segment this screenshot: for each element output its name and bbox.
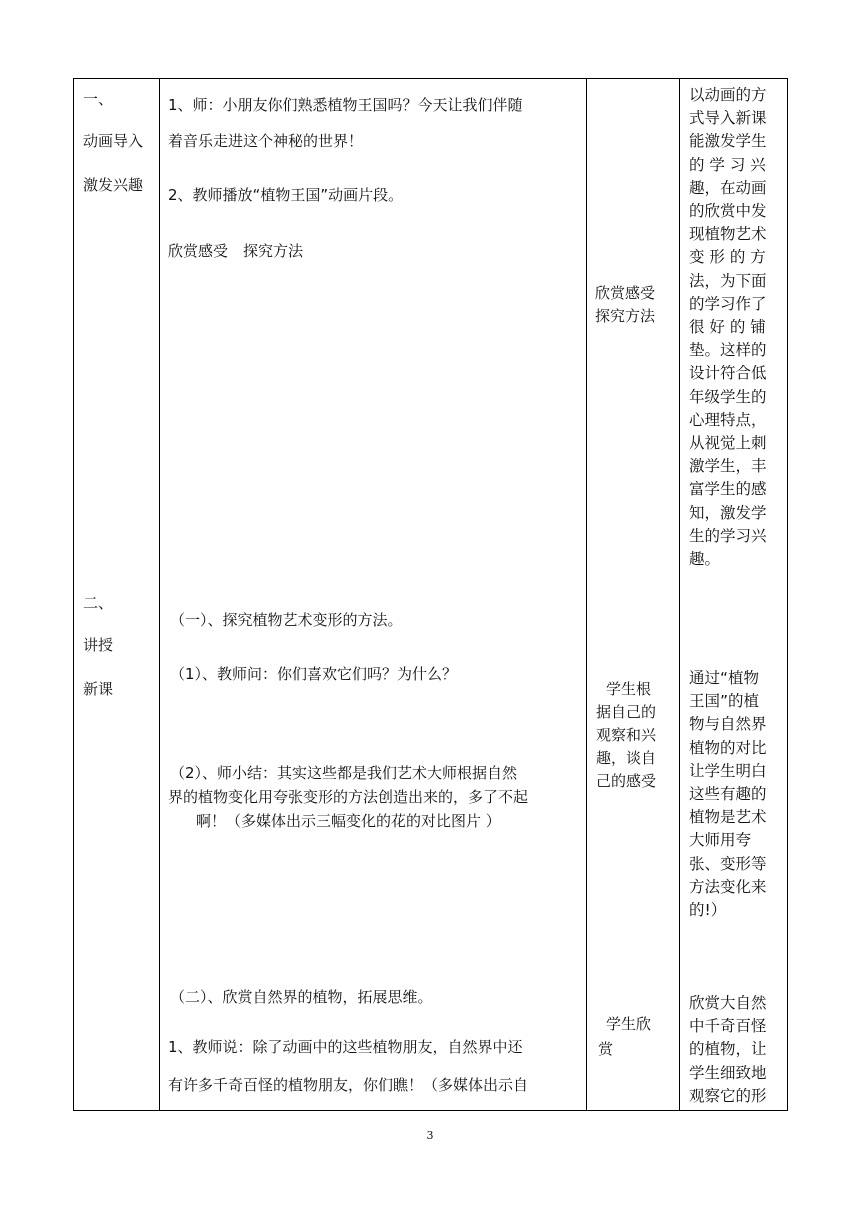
table-right-border [787, 78, 788, 1111]
design-intent-line: 心理特点， [689, 410, 767, 429]
design-intent-line: 富学生的感 [689, 480, 767, 499]
stage-2-number: 二、 [83, 594, 114, 612]
design-intent-line: 垫。这样的 [689, 341, 767, 360]
stage-2-title-line1: 讲授 [83, 636, 114, 654]
design-intent-line: 学生细致地 [689, 1063, 767, 1082]
page-number: 3 [426, 1129, 434, 1142]
design-intent-line: 的植物，让 [689, 1040, 767, 1059]
design-intent-line: 激学生，丰 [689, 457, 767, 476]
stage-2-title-line2: 新课 [83, 680, 114, 698]
student-activity-1-line1: 欣赏感受 [595, 284, 656, 302]
design-intent-line: 知，激发学 [689, 503, 767, 522]
design-intent-line: 生的学习兴 [689, 526, 767, 545]
student-activity-2-line1: 学生根 [606, 680, 652, 698]
column-divider-3 [679, 78, 680, 1111]
design-intent-line: 这些有趣的 [689, 785, 767, 803]
s2-teacher-line1: 1、教师说：除了动画中的这些植物朋友，自然界中还 [168, 1038, 523, 1056]
stage-1-title-line1: 动画导入 [83, 132, 144, 150]
s2-heading1: （一）、探究植物艺术变形的方法。 [170, 611, 403, 629]
design-intent-line: 法，为下面 [689, 271, 767, 290]
design-intent-line: 王国”的植 [689, 692, 760, 711]
design-intent-line: 现植物艺术 [689, 225, 767, 244]
s2-question1: （1）、教师问：你们喜欢它们吗？为什么？ [170, 665, 458, 683]
design-intent-line: 植物是艺术 [689, 808, 767, 827]
design-intent-line: 很 好 的 铺 [689, 318, 766, 336]
design-intent-line: 以动画的方 [689, 86, 767, 104]
design-intent-line: 从视觉上刺 [689, 434, 767, 452]
student-activity-2-line3: 观察和兴 [596, 726, 657, 744]
table-bottom-border [73, 1110, 788, 1111]
design-intent-line: 趣。 [689, 550, 721, 568]
design-intent-line: 物与自然界 [689, 715, 767, 734]
design-intent-line: 的!） [689, 901, 727, 919]
s1-paragraph1-line1: 1、师：小朋友你们熟悉植物王国吗？今天让我们伴随 [168, 96, 523, 114]
design-intent-line: 变 形 的 方 [689, 248, 766, 267]
table-left-border [73, 78, 74, 1111]
s2-summary-line2: 界的植物变化用夸张变形的方法创造出来的，多了不起 [168, 788, 529, 806]
column-divider-1 [159, 78, 160, 1111]
design-intent-line: 的学习作了 [689, 294, 767, 313]
s2-summary-line1: （2）、师小结：其实这些都是我们艺术大师根据自然 [170, 764, 518, 782]
design-intent-line: 能激发学生 [689, 132, 767, 151]
design-intent-line: 年级学生的 [689, 387, 767, 406]
s2-heading2: （二）、欣赏自然界的植物，拓展思维。 [170, 988, 433, 1006]
design-intent-line: 观察它的形 [689, 1086, 767, 1105]
design-intent-line: 张、变形等 [689, 854, 767, 873]
column-divider-2 [586, 78, 587, 1111]
s1-paragraph1-line2: 着音乐走进这个神秘的世界！ [168, 132, 364, 150]
stage-1-number: 一、 [83, 90, 114, 108]
stage-1-title-line2: 激发兴趣 [83, 176, 144, 194]
table-top-border [73, 78, 788, 79]
design-intent-line: 式导入新课 [689, 109, 767, 128]
student-activity-1-line2: 探究方法 [595, 307, 656, 325]
s1-paragraph3: 欣赏感受 探究方法 [168, 242, 304, 260]
design-intent-line: 让学生明白 [689, 761, 767, 780]
student-activity-2-line5: 己的感受 [596, 772, 657, 790]
design-intent-line: 趣，在动画 [689, 178, 767, 197]
design-intent-line: 设计符合低 [689, 364, 767, 383]
s2-teacher-line2: 有许多千奇百怪的植物朋友，你们瞧！（多媒体出示自 [168, 1076, 529, 1094]
student-activity-2-line4: 趣，谈自 [596, 749, 657, 767]
s2-summary-line3: 啊！（多媒体出示三幅变化的花的对比图片 ） [196, 812, 501, 830]
design-intent-line: 方法变化来 [689, 877, 767, 896]
student-activity-3-line1: 学生欣 [606, 1015, 652, 1033]
design-intent-line: 大师用夸 [689, 831, 752, 850]
student-activity-3-line2: 赏 [598, 1040, 614, 1058]
s1-paragraph2: 2、教师播放“植物王国”动画片段。 [168, 186, 404, 204]
design-intent-line: 的欣赏中发 [689, 202, 767, 220]
design-intent-line: 欣赏大自然 [689, 994, 767, 1012]
design-intent-line: 的 学 习 兴 [689, 155, 766, 174]
design-intent-line: 通过“植物 [689, 669, 760, 687]
design-intent-line: 植物的对比 [689, 738, 767, 757]
design-intent-line: 中千奇百怪 [689, 1017, 767, 1036]
student-activity-2-line2: 据自己的 [596, 703, 657, 721]
